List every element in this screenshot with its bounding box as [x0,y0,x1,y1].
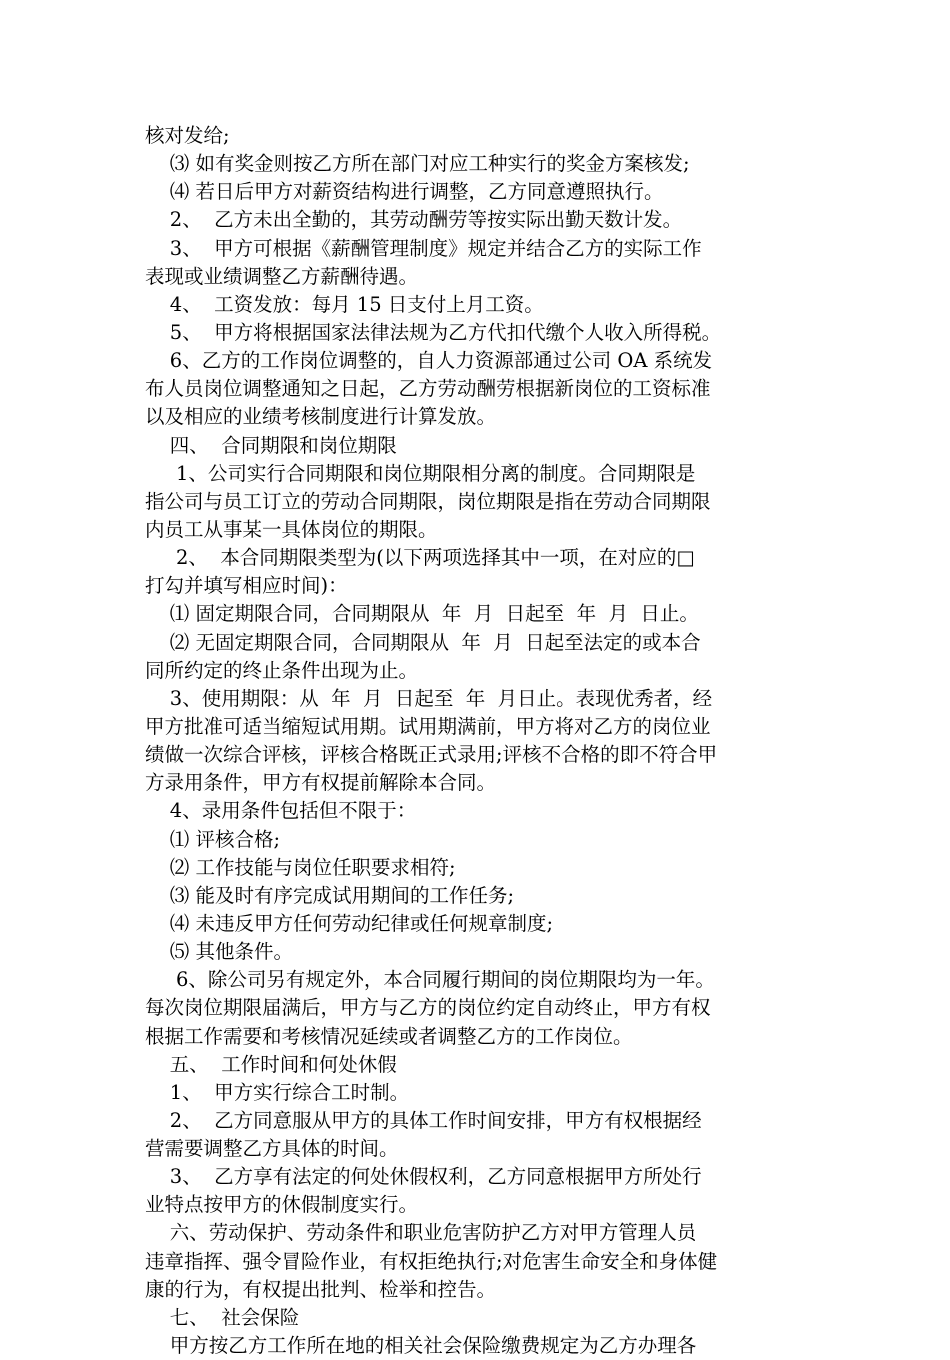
contract-text-body [145,122,825,1360]
text-line: 1、 甲方实行综合工时制。 [145,1080,410,1104]
text-line: 3、 乙方享有法定的何处休假权利，乙方同意根据甲方所处行 [145,1165,702,1189]
text-line: 方录用条件，甲方有权提前解除本合同。 [145,771,497,795]
text-line: 同所约定的终止条件出现为止。 [145,658,419,682]
text-line: 布人员岗位调整通知之日起，乙方劳动酬劳根据新岗位的工资标准 [145,377,711,401]
text-line: 营需要调整乙方具体的时间。 [145,1137,399,1161]
text-line: ⑴ 固定期限合同，合同期限从 年 月 日起至 年 月 日止。 [145,602,699,626]
text-line: 2、 本合同期限类型为(以下两项选择其中一项，在对应的□ [145,546,695,570]
text-line: 3、 甲方可根据《薪酬管理制度》规定并结合乙方的实际工作 [145,236,702,260]
text-line: 4、 工资发放：每月 15 日支付上月工资。 [145,292,544,316]
text-line: 甲方按乙方工作所在地的相关社会保险缴费规定为乙方办理各 [145,1334,697,1358]
text-line: 2、 乙方同意服从甲方的具体工作时间安排，甲方有权根据经 [145,1108,702,1132]
text-line: ⑴ 评核合格; [145,827,281,851]
text-line: 1、公司实行合同期限和岗位期限相分离的制度。合同期限是 [145,461,696,485]
section-heading: 四、 合同期限和岗位期限 [145,433,397,457]
text-line: ⑷ 未违反甲方任何劳动纪律或任何规章制度; [145,911,554,935]
text-line: 根据工作需要和考核情况延续或者调整乙方的工作岗位。 [145,1024,633,1048]
text-line: ⑵ 无固定期限合同，合同期限从 年 月 日起至法定的或本合 [145,630,701,654]
section-heading: 七、 社会保险 [145,1305,300,1329]
text-line: 内员工从事某一具体岗位的期限。 [145,517,438,541]
text-line: 六、劳动保护、劳动条件和职业危害防护乙方对甲方管理人员 [145,1221,697,1245]
section-heading: 五、 工作时间和何处休假 [145,1052,397,1076]
text-line: 以及相应的业绩考核制度进行计算发放。 [145,405,497,429]
text-line: 甲方批准可适当缩短试用期。试用期满前，甲方将对乙方的岗位业 [145,714,711,738]
text-line: ⑶ 能及时有序完成试用期间的工作任务; [145,883,515,907]
text-line: ⑵ 工作技能与岗位任职要求相符; [145,855,456,879]
text-line: 打勾并填写相应时间)： [145,574,348,598]
text-line: 指公司与员工订立的劳动合同期限，岗位期限是指在劳动合同期限 [145,489,711,513]
text-line: 康的行为，有权提出批判、检举和控告。 [145,1277,497,1301]
text-line: 2、 乙方未出全勤的，其劳动酬劳等按实际出勤天数计发。 [145,208,683,232]
text-line: 业特点按甲方的休假制度实行。 [145,1193,419,1217]
text-line: ⑷ 若日后甲方对薪资结构进行调整，乙方同意遵照执行。 [145,180,664,204]
text-line: 5、 甲方将根据国家法律法规为乙方代扣代缴个人收入所得税。 [145,320,722,344]
text-line: 4、录用条件包括但不限于： [145,799,417,823]
text-line: 核对发给; [145,124,230,147]
text-line: 绩做一次综合评核，评核合格既正式录用;评核不合格的即不符合甲 [145,743,718,767]
text-line: 3、使用期限：从 年 月 日起至 年 月日止。表现优秀者，经 [145,686,713,710]
text-line: 违章指挥、强令冒险作业，有权拒绝执行;对危害生命安全和身体健 [145,1249,718,1273]
text-line: 每次岗位期限届满后，甲方与乙方的岗位约定自动终止，甲方有权 [145,996,711,1020]
text-line: ⑶ 如有奖金则按乙方所在部门对应工种实行的奖金方案核发; [145,152,690,176]
text-line: ⑸ 其他条件。 [145,940,293,964]
text-line: 6、除公司另有规定外，本合同履行期间的岗位期限均为一年。 [145,968,715,992]
text-line: 表现或业绩调整乙方薪酬待遇。 [145,264,419,288]
text-line: 6、乙方的工作岗位调整的，自人力资源部通过公司 OA 系统发 [145,349,713,373]
